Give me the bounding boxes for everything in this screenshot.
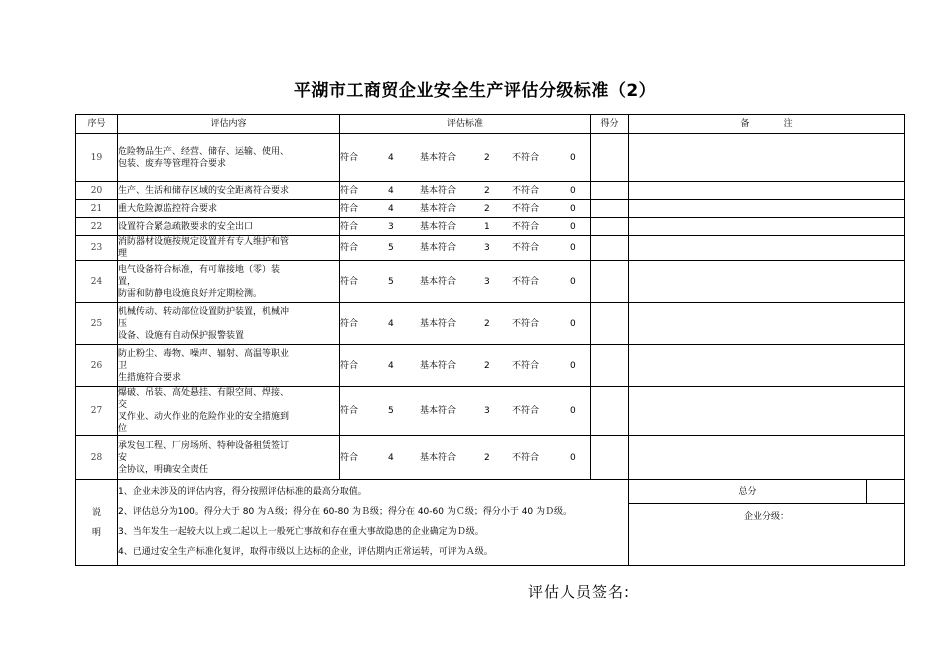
remarks-cell[interactable] (629, 436, 905, 480)
conform-label: 符合 (340, 203, 359, 214)
row-content (118, 182, 340, 200)
explain-row-1 (76, 480, 905, 504)
remarks-cell[interactable] (629, 182, 905, 200)
remarks-cell[interactable] (629, 236, 905, 261)
content-line: 防止粉尘、毒物、噪声、辐射、高温等职业 (118, 348, 290, 359)
content-line: 承发包工程、厂房场所、特种设备租赁签订 (118, 440, 290, 451)
row-content (118, 236, 340, 261)
nonconform-points: 0 (570, 276, 576, 287)
row-content (118, 261, 340, 303)
score-cell[interactable] (591, 182, 629, 200)
score-cell[interactable] (591, 236, 629, 261)
row-standard (340, 200, 591, 218)
content-line: 生措施符合要求 (118, 372, 182, 383)
table-row (76, 218, 905, 236)
conform-label: 符合 (340, 406, 359, 416)
content-line: 重大危险源监控符合要求 (118, 203, 218, 214)
table-row (76, 182, 905, 200)
nonconform-points: 0 (570, 318, 576, 329)
content-line: 防雷和防静电设施良好并定期检测。 (118, 288, 263, 299)
basic-conform-label: 基本符合 (420, 276, 457, 287)
table-row (76, 387, 905, 436)
conform-points: 4 (388, 318, 394, 329)
row-index: 24 (76, 261, 118, 303)
header-standard: 评估标准 (340, 115, 591, 134)
basic-conform-label: 基本符合 (420, 152, 457, 163)
basic-conform-label: 基本符合 (420, 221, 457, 232)
row-index: 28 (76, 436, 118, 480)
basic-conform-points: 3 (484, 243, 490, 253)
nonconform-label: 不符合 (512, 406, 540, 416)
table-row (76, 345, 905, 387)
row-index: 25 (76, 303, 118, 345)
conform-points: 5 (388, 406, 394, 416)
row-standard (340, 436, 591, 480)
conform-label: 符合 (340, 360, 359, 371)
content-line: 包装、废弃等管理符合要求 (118, 158, 227, 169)
content-line: 理 (118, 249, 128, 259)
score-cell[interactable] (591, 261, 629, 303)
table-row (76, 236, 905, 261)
row-standard (340, 303, 591, 345)
content-line: 电气设备符合标准，有可靠接地（零）装 (118, 264, 281, 275)
assessment-table (75, 114, 905, 566)
content-line: 全协议，明确安全责任 (118, 464, 209, 475)
nonconform-label: 不符合 (512, 360, 540, 371)
content-line: 设置符合紧急疏散要求的安全出口 (118, 221, 254, 232)
nonconform-points: 0 (570, 360, 576, 371)
conform-label: 符合 (340, 152, 359, 163)
explain-note: 2、评估总分为100。得分大于 80 为Ａ级；得分在 60-80 为Ｂ级；得分在 40-60 为Ｃ级；得分小于 40 为Ｄ级。 (118, 507, 573, 517)
table-row (76, 200, 905, 218)
nonconform-points: 0 (570, 221, 576, 232)
conform-points: 5 (388, 276, 394, 287)
row-content (118, 436, 340, 480)
header-row (76, 115, 905, 134)
nonconform-label: 不符合 (512, 243, 540, 253)
nonconform-label: 不符合 (512, 185, 540, 196)
header-remarks: 备 注 (629, 115, 905, 134)
conform-points: 3 (388, 221, 394, 232)
total-score-label: 总分 (629, 480, 867, 504)
basic-conform-label: 基本符合 (420, 406, 457, 416)
table-row (76, 134, 905, 182)
content-line: 叉作业、动火作业的危险作业的安全措施到 (118, 412, 290, 422)
content-line: 设备、设施有自动保护报警装置 (118, 330, 245, 341)
basic-conform-points: 2 (484, 152, 490, 163)
nonconform-label: 不符合 (512, 452, 540, 463)
basic-conform-points: 3 (484, 406, 490, 416)
page-title: 平湖市工商贸企业安全生产评估分级标准（2） (293, 81, 657, 101)
content-line: 位 (118, 424, 128, 434)
row-standard (340, 218, 591, 236)
row-index: 20 (76, 182, 118, 200)
basic-conform-points: 2 (484, 185, 490, 196)
content-line: 机械传动、转动部位设置防护装置，机械冲 (118, 306, 290, 317)
explain-label (76, 480, 118, 566)
score-cell[interactable] (591, 303, 629, 345)
conform-label: 符合 (340, 221, 359, 232)
basic-conform-points: 1 (484, 221, 490, 232)
basic-conform-points: 3 (484, 276, 490, 287)
row-index: 27 (76, 387, 118, 436)
basic-conform-points: 2 (484, 452, 490, 463)
conform-points: 4 (388, 452, 394, 463)
nonconform-points: 0 (570, 203, 576, 214)
basic-conform-label: 基本符合 (420, 360, 457, 371)
conform-label: 符合 (340, 452, 359, 463)
remarks-cell[interactable] (629, 303, 905, 345)
content-line: 压 (118, 318, 128, 329)
conform-label: 符合 (340, 318, 359, 329)
row-content (118, 200, 340, 218)
explain-note: 4、已通过安全生产标准化复评，取得市级以上达标的企业，评估期内正常运转，可评为Ａ级。 (118, 547, 493, 557)
row-content (118, 303, 340, 345)
nonconform-points: 0 (570, 185, 576, 196)
total-score-cell[interactable] (867, 480, 905, 504)
nonconform-points: 0 (570, 243, 576, 253)
explain-label-top: 说 (91, 507, 101, 518)
nonconform-label: 不符合 (512, 221, 540, 232)
remarks-cell[interactable] (629, 261, 905, 303)
remarks-cell[interactable] (629, 200, 905, 218)
conform-label: 符合 (340, 185, 359, 196)
score-cell[interactable] (591, 345, 629, 387)
row-content (118, 345, 340, 387)
content-line: 生产、生活和储存区域的安全距离符合要求 (118, 185, 290, 196)
content-line: 安 (118, 452, 128, 463)
explain-label-bottom: 明 (91, 527, 101, 538)
explain-notes (118, 480, 629, 566)
row-index: 23 (76, 236, 118, 261)
header-index: 序号 (76, 115, 118, 134)
conform-points: 4 (388, 203, 394, 214)
conform-points: 4 (388, 185, 394, 196)
basic-conform-label: 基本符合 (420, 185, 457, 196)
header-score: 得分 (591, 115, 629, 134)
row-index: 22 (76, 218, 118, 236)
table-row (76, 436, 905, 480)
content-line: 置， (118, 276, 137, 287)
row-standard (340, 134, 591, 182)
nonconform-label: 不符合 (512, 276, 540, 287)
nonconform-label: 不符合 (512, 318, 540, 329)
score-cell[interactable] (591, 218, 629, 236)
remarks-cell[interactable] (629, 218, 905, 236)
content-line: 爆破、吊装、高处悬挂、有限空间、焊接、 (118, 388, 290, 398)
nonconform-label: 不符合 (512, 203, 540, 214)
content-line: 卫 (118, 360, 128, 371)
table-row (76, 303, 905, 345)
content-line: 交 (118, 400, 128, 410)
score-cell[interactable] (591, 134, 629, 182)
row-standard (340, 345, 591, 387)
conform-label: 符合 (340, 243, 359, 253)
row-content (118, 218, 340, 236)
enterprise-grade-cell[interactable]: 企业分级： (629, 504, 905, 566)
score-cell[interactable] (591, 200, 629, 218)
explain-note: 1、企业未涉及的评估内容，得分按照评估标准的最高分取值。 (118, 487, 367, 497)
basic-conform-label: 基本符合 (420, 452, 457, 463)
conform-points: 4 (388, 152, 394, 163)
row-index: 21 (76, 200, 118, 218)
remarks-cell[interactable] (629, 387, 905, 436)
score-cell[interactable] (591, 436, 629, 480)
row-index: 26 (76, 345, 118, 387)
nonconform-label: 不符合 (512, 152, 540, 163)
content-line: 危险物品生产、经营、储存、运输、使用、 (118, 146, 290, 157)
basic-conform-label: 基本符合 (420, 203, 457, 214)
nonconform-points: 0 (570, 452, 576, 463)
remarks-cell[interactable] (629, 134, 905, 182)
row-standard (340, 387, 591, 436)
evaluator-signature-label: 评估人员签名: (528, 583, 631, 601)
basic-conform-points: 2 (484, 360, 490, 371)
row-content (118, 134, 340, 182)
conform-label: 符合 (340, 276, 359, 287)
explain-note: 3、当年发生一起较大以上或二起以上一般死亡事故和存在重大事故隐患的企业确定为Ｄ级。 (118, 527, 484, 537)
basic-conform-label: 基本符合 (420, 243, 457, 253)
table-row (76, 261, 905, 303)
conform-points: 4 (388, 360, 394, 371)
score-cell[interactable] (591, 387, 629, 436)
basic-conform-label: 基本符合 (420, 318, 457, 329)
row-index: 19 (76, 134, 118, 182)
basic-conform-points: 2 (484, 203, 490, 214)
content-line: 消防器材设施按规定设置并有专人维护和管 (118, 237, 290, 247)
row-standard (340, 236, 591, 261)
row-content (118, 387, 340, 436)
nonconform-points: 0 (570, 406, 576, 416)
row-standard (340, 261, 591, 303)
basic-conform-points: 2 (484, 318, 490, 329)
row-standard (340, 182, 591, 200)
conform-points: 5 (388, 243, 394, 253)
remarks-cell[interactable] (629, 345, 905, 387)
nonconform-points: 0 (570, 152, 576, 163)
header-content: 评估内容 (118, 115, 340, 134)
